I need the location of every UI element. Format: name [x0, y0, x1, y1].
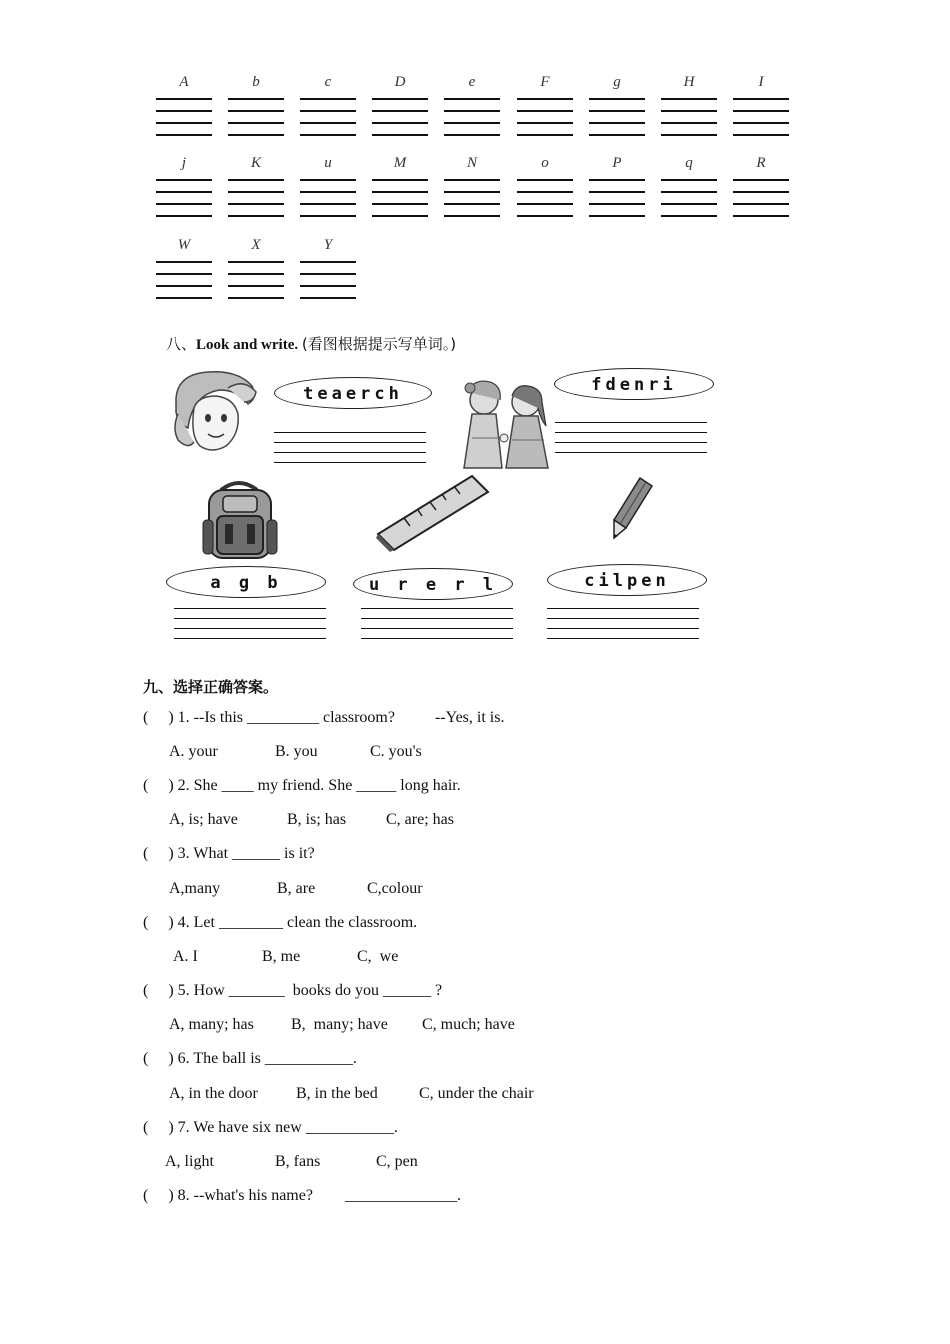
letter-prompt: R — [756, 155, 766, 171]
four-line-writing-area[interactable] — [661, 98, 717, 138]
question-5: ( ) 5. How _______ books do you ______ ? — [143, 982, 443, 999]
option-c[interactable]: C, are; has — [386, 811, 454, 828]
option-a[interactable]: A. your — [169, 743, 218, 760]
four-line-writing-area[interactable] — [228, 98, 284, 138]
letter-prompt: A — [179, 74, 189, 90]
letter-cell — [300, 155, 356, 223]
letter-cell — [228, 155, 284, 223]
option-c[interactable]: C. you's — [370, 743, 422, 760]
letter-cell — [156, 155, 212, 223]
four-line-writing-area[interactable] — [517, 98, 573, 138]
four-line-writing-area[interactable] — [589, 98, 645, 138]
option-b[interactable]: B, in the bed — [296, 1085, 378, 1102]
letter-cell — [300, 237, 356, 305]
option-a[interactable]: A, in the door — [169, 1085, 258, 1102]
letter-cell — [589, 74, 645, 142]
option-c[interactable]: C, we — [357, 948, 399, 965]
four-line-writing-area[interactable] — [156, 179, 212, 219]
section-title: Look and write. — [196, 337, 299, 353]
option-b[interactable]: B, me — [262, 948, 301, 965]
question-4: ( ) 4. Let ________ clean the classroom. — [143, 914, 418, 931]
letter-cell — [156, 74, 212, 142]
option-a[interactable]: A, is; have — [169, 811, 238, 828]
option-a[interactable]: A. I — [173, 948, 198, 965]
option-b[interactable]: B. you — [275, 743, 318, 760]
letter-prompt: j — [181, 155, 187, 171]
option-b[interactable]: B, fans — [275, 1153, 321, 1170]
letter-prompt: H — [683, 74, 695, 90]
four-line-writing-area[interactable] — [300, 261, 356, 301]
four-line-writing-area[interactable] — [372, 179, 428, 219]
letter-prompt: Y — [323, 237, 333, 253]
letter-cell — [589, 155, 645, 223]
letter-prompt: D — [394, 74, 406, 90]
letter-prompt: F — [540, 74, 550, 90]
friends-picture — [456, 378, 554, 470]
letter-cell — [661, 155, 717, 223]
letter-cell — [661, 74, 717, 142]
four-line-writing-area[interactable] — [156, 261, 212, 301]
answer-lines-bag[interactable] — [174, 608, 326, 642]
answer-lines-teacher[interactable] — [274, 432, 426, 466]
four-line-writing-area[interactable] — [661, 179, 717, 219]
letter-prompt: I — [758, 74, 764, 90]
word-hint-friend: fdenri — [554, 368, 714, 400]
letter-cell — [300, 74, 356, 142]
option-c[interactable]: C,colour — [367, 880, 423, 897]
letter-cell — [517, 155, 573, 223]
letter-prompt: g — [613, 74, 621, 90]
option-b[interactable]: B, many; have — [291, 1016, 388, 1033]
bag-picture — [199, 476, 281, 562]
word-hint-bag: a g b — [166, 566, 326, 598]
option-b[interactable]: B, is; has — [287, 811, 347, 828]
word-hint-teacher: teaerch — [274, 377, 432, 409]
letter-prompt: M — [393, 155, 407, 171]
teacher-picture — [168, 368, 260, 458]
option-c[interactable]: C, pen — [376, 1153, 418, 1170]
letter-prompt: u — [324, 155, 332, 171]
section-8-heading — [166, 333, 456, 354]
question-3: ( ) 3. What ______ is it? — [143, 845, 315, 862]
letter-cell — [444, 155, 500, 223]
four-line-writing-area[interactable] — [444, 98, 500, 138]
four-line-writing-area[interactable] — [300, 98, 356, 138]
letter-cell — [228, 237, 284, 305]
four-line-writing-area[interactable] — [733, 98, 789, 138]
letter-prompt: o — [541, 155, 549, 171]
question-7: ( ) 7. We have six new ___________. — [143, 1119, 398, 1136]
letter-prompt: b — [252, 74, 260, 90]
answer-lines-friend[interactable] — [555, 422, 707, 456]
answer-lines-ruler[interactable] — [361, 608, 513, 642]
option-a[interactable]: A, light — [165, 1153, 214, 1170]
question-8: ( ) 8. --what's his name? ______________. — [143, 1187, 461, 1204]
four-line-writing-area[interactable] — [589, 179, 645, 219]
option-a[interactable]: A,many — [169, 880, 221, 897]
letter-cell — [444, 74, 500, 142]
letter-cell — [228, 74, 284, 142]
section-number: 八、 — [166, 335, 197, 353]
letter-prompt: c — [324, 74, 332, 90]
ruler-picture — [374, 472, 492, 552]
four-line-writing-area[interactable] — [156, 98, 212, 138]
question-1: ( ) 1. --Is this _________ classroom? --Yes, it is. — [143, 709, 505, 726]
option-c[interactable]: C, under the chair — [419, 1085, 534, 1102]
letter-cell — [733, 74, 789, 142]
four-line-writing-area[interactable] — [517, 179, 573, 219]
letter-prompt: X — [251, 237, 261, 253]
letter-prompt: K — [250, 155, 261, 171]
question-6: ( ) 6. The ball is ___________. — [143, 1050, 357, 1067]
four-line-writing-area[interactable] — [444, 179, 500, 219]
letter-cell — [372, 155, 428, 223]
word-hint-pencil: cilpen — [547, 564, 707, 596]
letter-cell — [517, 74, 573, 142]
letter-prompt: P — [612, 155, 622, 171]
letter-cell — [733, 155, 789, 223]
letter-cell — [372, 74, 428, 142]
letter-cell — [156, 237, 212, 305]
four-line-writing-area[interactable] — [300, 179, 356, 219]
option-b[interactable]: B, are — [277, 880, 316, 897]
word-hint-ruler: u r e r l — [353, 568, 513, 600]
question-2: ( ) 2. She ____ my friend. She _____ long hair. — [143, 777, 461, 794]
answer-lines-pencil[interactable] — [547, 608, 699, 642]
option-c[interactable]: C, much; have — [422, 1016, 515, 1033]
section-note: (看图根据提示写单词。) — [301, 335, 457, 353]
four-line-writing-area[interactable] — [228, 261, 284, 301]
letter-prompt: W — [177, 237, 191, 253]
letter-prompt: q — [685, 155, 693, 171]
letter-prompt: e — [468, 74, 476, 90]
four-line-writing-area[interactable] — [228, 179, 284, 219]
option-a[interactable]: A, many; has — [169, 1016, 254, 1033]
pencil-picture — [610, 476, 656, 540]
four-line-writing-area[interactable] — [733, 179, 789, 219]
letter-prompt: N — [466, 155, 477, 171]
section-9-heading: 九、选择正确答案。 — [143, 678, 279, 696]
four-line-writing-area[interactable] — [372, 98, 428, 138]
